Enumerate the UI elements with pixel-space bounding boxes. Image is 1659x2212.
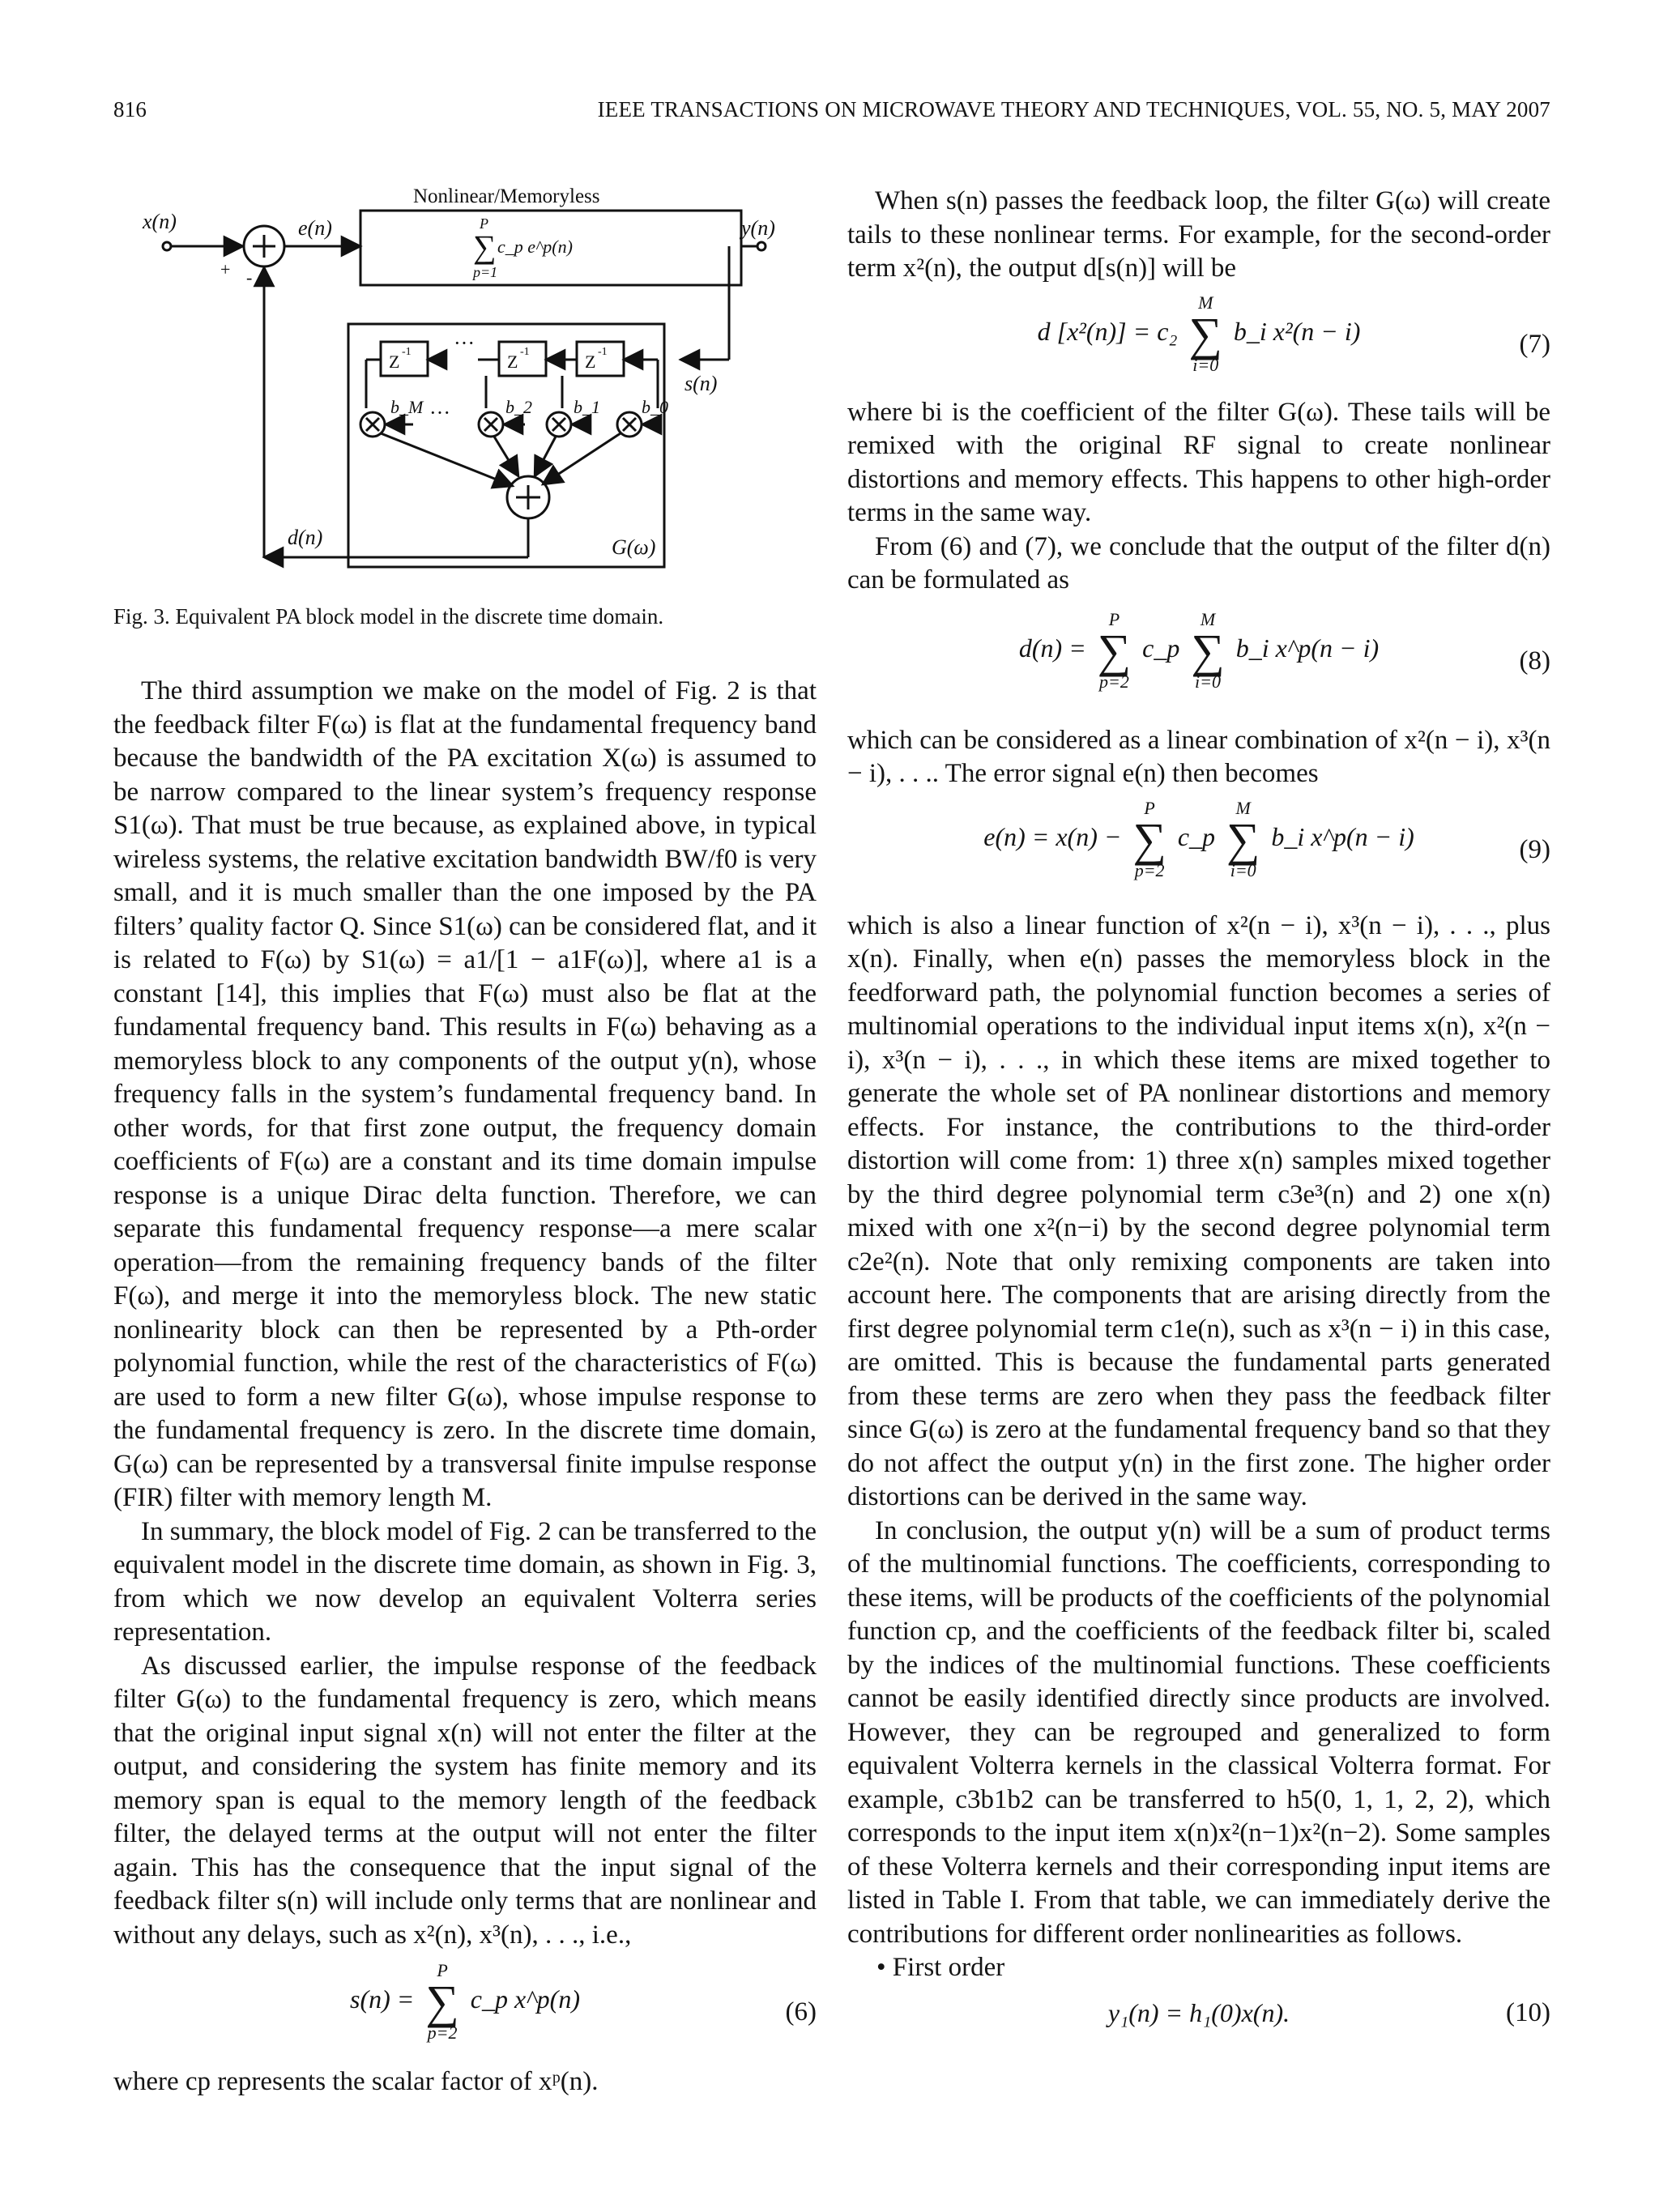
fig-delay-2: Z — [507, 352, 518, 372]
eq9-lower-1: p=2 — [1134, 859, 1165, 880]
eq8-rhs: b_i x^p(n − i) — [1235, 633, 1380, 663]
eq9-lower-2: i=0 — [1230, 859, 1256, 880]
fig-minus-sign: - — [246, 267, 253, 288]
equation-6: s(n) = P ∑ p=2 c_p x^p(n) (6) — [350, 1960, 817, 2044]
eq8-lhs: d(n) = — [1018, 633, 1086, 663]
fig-label-bM: b_M — [390, 397, 424, 417]
bullet-first-order: • First order — [876, 1953, 1005, 1982]
fig-label-y: y(n) — [741, 216, 775, 240]
left-paragraph-4: where cp represents the scalar factor of xᵖ(n). — [113, 2067, 599, 2096]
eq8-lower-1: p=2 — [1099, 671, 1129, 692]
eq7-rhs: b_i x²(n − i) — [1233, 316, 1361, 346]
eq7-upper: M — [1198, 292, 1213, 313]
eq7-number: (7) — [1519, 329, 1550, 359]
right-paragraph-5: which is also a linear function of x²(n − i), x³(n − i), . . ., plus x(n). Finally, when e(n) passes the memoryless block in the feedforward path, the polynomial function becomes a series of multinomial operations to the individual input items x(n), x²(n − i), x³(n − i), . . ., in which these items are mixed together to generate the whole set of PA nonlinear distortions and memory effects. For instance, the contributions to the third-order distortion will come from: 1) three x(n) samples mixed together by the third degree polynomial term c3e³(n) and 2) one x(n) mixed with one x²(n−i) by the second degree polynomial term c2e²(n). Note that only remixing components are taken into account here. The components that are arising directly from the first degree polynomial term c1e(n), such as x³(n − i) in this case, are omitted. This is because the fundamental parts generated from these terms are zero when they pass the feedback filter since G(ω) is zero at the fundamental frequency band so that they do not affect the output y(n) in the first zone. The higher order distortions can be derived in the same way. — [847, 910, 1550, 1511]
fig-sum-term: c_p e^p(n) — [497, 237, 573, 257]
eq8-mid: c_p — [1142, 633, 1180, 663]
fig-label-d: d(n) — [288, 526, 323, 549]
right-paragraph-2: where bi is the coefficient of the filter G(ω). These tails will be remixed with the original RF signal to create nonlinear distortions and memory effects. This happens to other high-order terms in the same way. — [847, 397, 1550, 527]
eq8-number: (8) — [1519, 646, 1550, 676]
eq6-lhs: s(n) = — [350, 1984, 415, 2014]
eq9-rhs: b_i x^p(n − i) — [1271, 821, 1414, 851]
fig-delay-1: Z — [389, 352, 400, 372]
eq7-lower: i=0 — [1192, 354, 1219, 375]
fig-label-b1: b_1 — [574, 397, 600, 417]
fig-sum-upper: P — [480, 215, 488, 232]
fig-label-s: s(n) — [684, 372, 718, 395]
page-number: 816 — [113, 97, 147, 121]
fig-label-e: e(n) — [298, 216, 332, 240]
fig-plus-sign: + — [220, 259, 231, 279]
fig-label-x: x(n) — [143, 210, 177, 233]
equation-7: d [x²(n)] = c₂ M ∑ i=0 b_i x²(n − i) (7) — [1037, 292, 1550, 375]
eq9-upper-1: P — [1144, 797, 1155, 818]
left-column — [113, 604, 817, 2099]
eq10-number: (10) — [1506, 1997, 1550, 2027]
figure-caption: Fig. 3. Equivalent PA block model in the discrete time domain. — [113, 604, 664, 629]
eq6-upper: P — [437, 1960, 448, 1980]
fig-sum-sigma: ∑ — [473, 228, 497, 265]
equation-8: d(n) = P ∑ p=2 c_p M ∑ i=0 b_i x^p(n − i) (8) — [1018, 608, 1550, 692]
equation-10 — [847, 1998, 1550, 2047]
eq6-number: (6) — [785, 1997, 817, 2027]
eq8-lower-2: i=0 — [1195, 671, 1222, 692]
fig-dots-mid: ··· — [429, 401, 450, 424]
fig-delay-exp-1: -1 — [402, 346, 412, 358]
right-column — [847, 185, 1550, 2047]
eq7-lhs: d [x²(n)] = c₂ — [1037, 316, 1178, 346]
eq9-lhs: e(n) = x(n) − — [983, 821, 1122, 851]
eq8-upper-2: M — [1200, 608, 1216, 629]
fig-delay-3: Z — [585, 352, 596, 372]
fig-sum-lower: p=1 — [473, 264, 498, 280]
journal-header: IEEE TRANSACTIONS ON MICROWAVE THEORY AND TECHNIQUES, VOL. 55, NO. 5, MAY 2007 — [597, 97, 1550, 121]
fig-label-b0: b_0 — [642, 397, 668, 417]
right-paragraph-3: From (6) and (7), we conclude that the output of the filter d(n) can be formulated as — [847, 531, 1550, 595]
eq6-rhs: c_p x^p(n) — [470, 1984, 580, 2014]
eq10-body: y₁(n) = h₁(0)x(n). — [1107, 1997, 1290, 2027]
left-paragraph-1: The third assumption we make on the model of Fig. 2 is that the feedback filter F(ω) is flat at the fundamental frequency band because the bandwidth of the PA excitation X(ω) is assumed to be narrow compared to the linear system’s frequency response S1(ω). That must be true because, as explained above, in typical wireless systems, the relative excitation bandwidth BW/f0 is very small, and it is much smaller than the one imposed by the PA filters’ quality factor Q. Since S1(ω) can be considered flat, and it is related to F(ω) by S1(ω) = a1/[1 − a1F(ω)], where a1 is a constant [14], this implies that F(ω) must also be flat at the fundamental frequency band. This results in F(ω) behaving as a memoryless block to any components of the output y(n), whose frequency falls in the system’s fundamental frequency band. In other words, for that first zone output, the frequency domain coefficients of F(ω) are a constant and its time domain impulse response is a unique Dirac delta function. Therefore, we can separate this fundamental frequency response—a mere scalar operation—from the remaining frequency bands of the filter F(ω), and merge it into the memoryless block. The new static nonlinearity block can then be represented by a Pth-order polynomial function, while the rest of the characteristics of F(ω) are used to form a new filter G(ω), whose impulse response to the fundamental frequency is zero. In the discrete time domain, G(ω) can be represented by a transversal finite impulse response (FIR) filter with memory length M. — [113, 676, 817, 1512]
fig-delay-exp-2: -1 — [520, 346, 530, 358]
left-paragraph-3: As discussed earlier, the impulse response of the feedback filter G(ω) to the fundamental frequency is zero, which means that the original input signal x(n) will not enter the filter at the output, and considering the system has finite memory and its memory span is equal to the memory length of the feedback filter, the delayed terms at the output will not enter the filter again. This has the consequence that the input signal of the feedback filter s(n) will include only terms that are nonlinear and without any delays, such as x²(n), x³(n), . . ., i.e., — [113, 1651, 817, 1950]
eq9-upper-2: M — [1235, 797, 1251, 818]
fig-delay-exp-3: -1 — [598, 346, 608, 358]
fig-label-G: G(ω) — [612, 535, 656, 559]
block-diagram — [113, 180, 826, 601]
right-paragraph-1: When s(n) passes the feedback loop, the filter G(ω) will create tails to these nonlinear terms. For example, for the second-order term x²(n), the output d[s(n)] will be — [847, 186, 1550, 283]
eq6-lower: p=2 — [427, 2022, 458, 2044]
eq8-upper-1: P — [1108, 608, 1120, 629]
left-paragraph-2: In summary, the block model of Fig. 2 can be transferred to the equivalent model in the discrete time domain, as shown in Fig. 3, from which we now develop an equivalent Volterra series representation. — [113, 1516, 817, 1647]
right-paragraph-4: which can be considered as a linear combination of x²(n − i), x³(n − i), . . .. The error signal e(n) then becomes — [847, 725, 1550, 788]
eq9-mid: c_p — [1177, 821, 1216, 851]
fig-title: Nonlinear/Memoryless — [413, 185, 600, 207]
right-paragraph-6: In conclusion, the output y(n) will be a sum of product terms of the multinomial functions. The coefficients, corresponding to these items, will be products of the coefficients of the polynomial function cp, and the coefficients of the feedback filter bi, scaled by the indices of the multinomial functions. These coefficients cannot be easily identified directly since products are involved. However, they can be regrouped and generalized to form equivalent Volterra kernels in the classical Volterra format. For example, c3b1b2 can be transferred to h5(0, 1, 1, 2, 2), which corresponds to the input item x(n)x²(n−1)x²(n−2). Some samples of these Volterra kernels and their corresponding input items are listed in Table I. From that table, we can immediately derive the contributions for different order nonlinearities as follows. — [847, 1515, 1550, 1949]
fig-dots-top: ··· — [454, 331, 475, 355]
figure-3 — [113, 180, 826, 601]
eq9-number: (9) — [1519, 834, 1550, 864]
fig-label-b2: b_2 — [505, 397, 532, 417]
equation-9: e(n) = x(n) − P ∑ p=2 c_p M ∑ i=0 b_i x^p(n − i) (9) — [983, 797, 1550, 880]
